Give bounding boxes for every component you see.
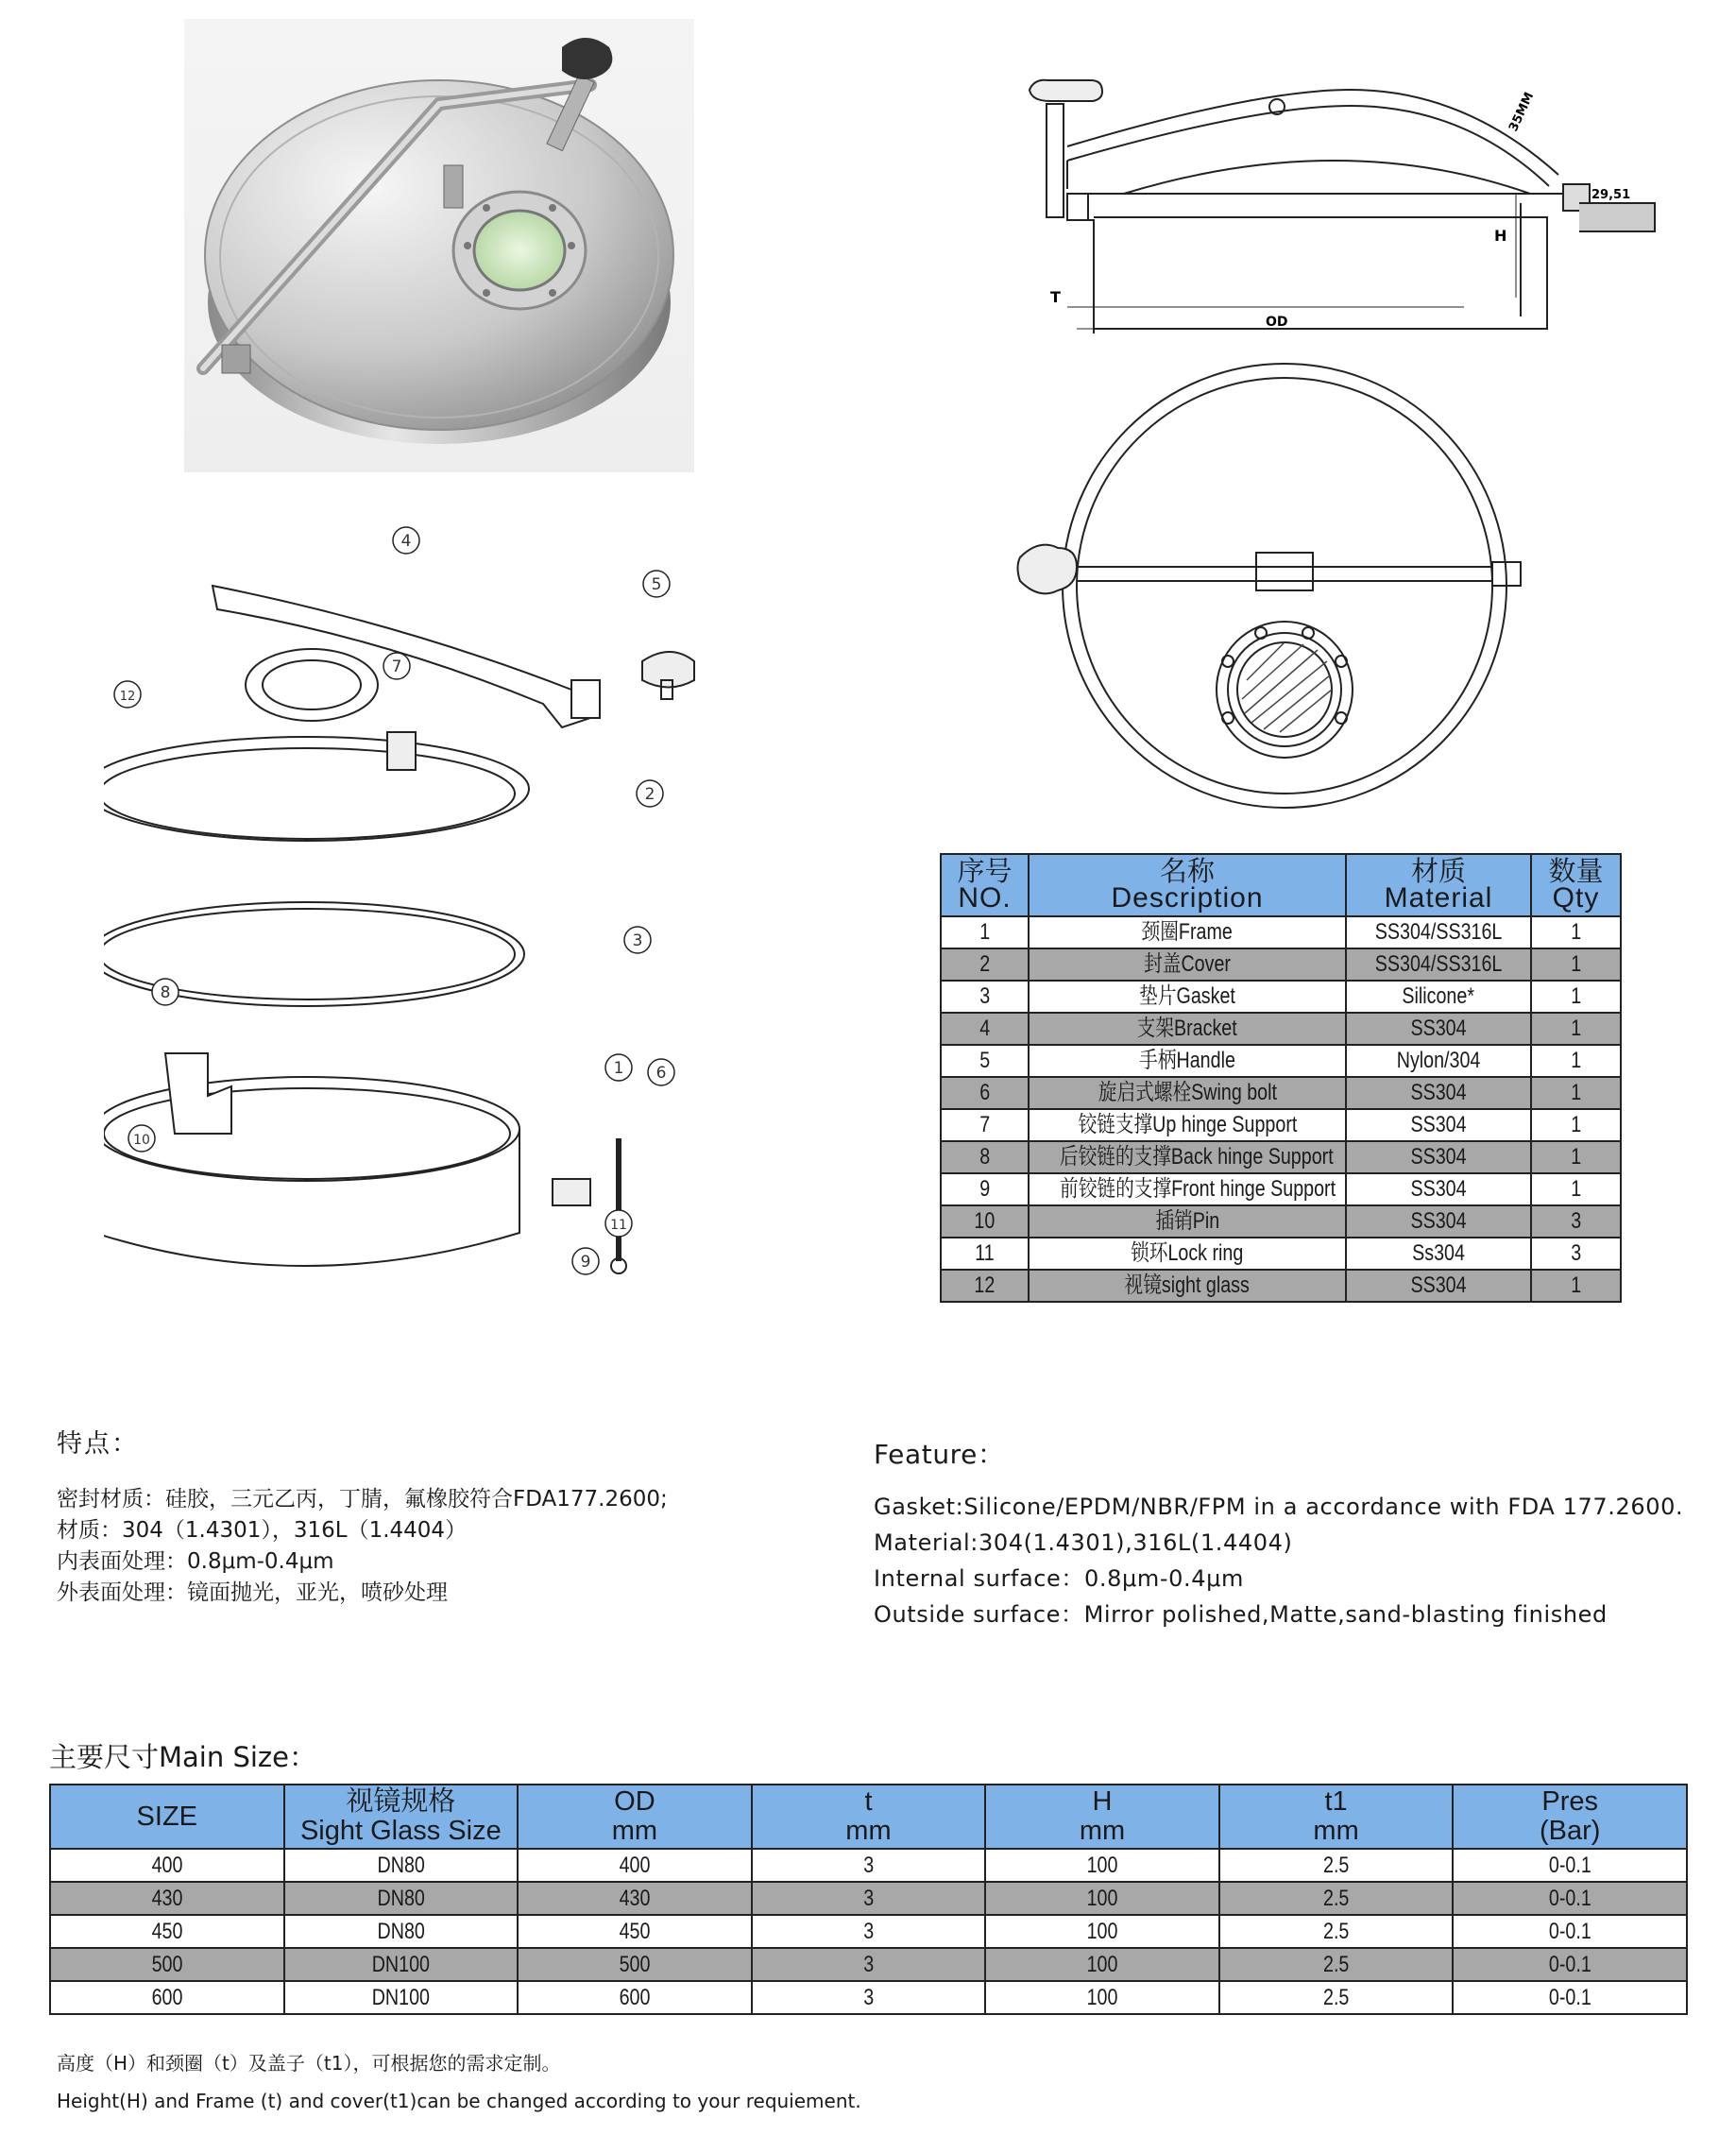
footer-note-cn: 高度（H）和颈圈（t）及盖子（t1），可根据您的需求定制。	[57, 2052, 561, 2075]
header-t1: t1 mm	[1219, 1785, 1454, 1849]
header-size: SIZE	[50, 1785, 284, 1849]
table-row: 600 DN100 600 3 100 2.5 0-0.1	[50, 1981, 1687, 2014]
main-size-table	[49, 1784, 1688, 2015]
features-cn	[57, 1428, 668, 1609]
features-en-title: Feature：	[874, 1439, 1005, 1470]
features-cn-line: 密封材质：硅胶，三元乙丙，丁腈，氟橡胶符合FDA177.2600;	[57, 1487, 668, 1512]
footer-note-en: Height(H) and Frame (t) and cover(t1)can be changed according to your requiement.	[57, 2090, 861, 2112]
header-od: OD mm	[518, 1785, 752, 1849]
callout-2: 2	[644, 785, 655, 804]
dim-2951-label: 29,51	[1591, 188, 1631, 202]
parts-table-header	[941, 854, 1621, 916]
callout-7: 7	[391, 658, 402, 676]
features-cn-line: 材质：304（1.4301），316L（1.4404）	[57, 1518, 468, 1543]
header-t: t mm	[752, 1785, 986, 1849]
table-row: 430 DN80 430 3 100 2.5 0-0.1	[50, 1882, 1687, 1915]
table-row: 9 前铰链的支撑Front hinge Support SS304 1	[941, 1173, 1621, 1205]
features-en-line: Internal surface：0.8μm-0.4μm	[874, 1565, 1244, 1592]
features-en-line: Gasket:Silicone/EPDM/NBR/FPM in a accordance with FDA 177.2600.	[874, 1494, 1684, 1520]
table-row: 500 DN100 500 3 100 2.5 0-0.1	[50, 1948, 1687, 1981]
callout-6: 6	[655, 1064, 667, 1083]
callout-1: 1	[613, 1059, 624, 1078]
table-row: 12 视镜sight glass SS304 1	[941, 1270, 1621, 1302]
header-sight-glass: 视镜规格 Sight Glass Size	[284, 1785, 519, 1849]
callout-12: 12	[119, 690, 136, 704]
top-view-drawing	[1001, 340, 1568, 831]
table-row: 2 封盖Cover SS304/SS316L 1	[941, 948, 1621, 981]
table-row: 3 垫片Gasket Silicone* 1	[941, 981, 1621, 1013]
table-row: 11 锁环Lock ring Ss304 3	[941, 1238, 1621, 1270]
callout-5: 5	[651, 575, 662, 594]
features-cn-line: 内表面处理：0.8μm-0.4μm	[57, 1549, 334, 1574]
table-row: 450 DN80 450 3 100 2.5 0-0.1	[50, 1915, 1687, 1948]
features-cn-title: 特点：	[57, 1429, 139, 1459]
dim-od-label: OD	[1266, 315, 1288, 330]
dim-h-label: H	[1494, 227, 1507, 245]
table-row: 8 后铰链的支撑Back hinge Support SS304 1	[941, 1141, 1621, 1173]
product-photo	[184, 19, 694, 472]
table-row: 10 插销Pin SS304 3	[941, 1205, 1621, 1238]
callout-9: 9	[580, 1253, 591, 1272]
side-section-drawing	[1011, 52, 1672, 335]
features-en-line: Material:304(1.4301),316L(1.4404)	[874, 1529, 1293, 1556]
header-no: 序号 NO.	[941, 854, 1029, 916]
features-en	[874, 1434, 1683, 1632]
main-size-title: 主要尺寸Main Size：	[49, 1741, 316, 1773]
dim-35mm-label: 35MM	[1506, 90, 1538, 134]
callout-10: 10	[133, 1133, 150, 1148]
table-row: 4 支架Bracket SS304 1	[941, 1013, 1621, 1045]
header-h: H mm	[985, 1785, 1219, 1849]
header-qty: 数量 Qty	[1531, 854, 1621, 916]
table-row: 7 铰链支撑Up hinge Support SS304 1	[941, 1109, 1621, 1141]
callout-3: 3	[632, 931, 643, 950]
parts-table	[940, 853, 1622, 1303]
exploded-view-drawing	[104, 520, 708, 1304]
table-row: 6 旋启式螺栓Swing bolt SS304 1	[941, 1077, 1621, 1109]
dim-t-label: T	[1050, 288, 1061, 306]
table-row: 1 颈圈Frame SS304/SS316L 1	[941, 916, 1621, 948]
table-row: 400 DN80 400 3 100 2.5 0-0.1	[50, 1849, 1687, 1882]
header-description: 名称 Description	[1029, 854, 1346, 916]
callout-11: 11	[610, 1218, 627, 1233]
table-row: 5 手柄Handle Nylon/304 1	[941, 1045, 1621, 1077]
header-material: 材质 Material	[1346, 854, 1531, 916]
size-table-header	[50, 1785, 1687, 1849]
callout-8: 8	[160, 983, 171, 1002]
header-pres: Pres (Bar)	[1453, 1785, 1687, 1849]
callout-4: 4	[400, 532, 412, 551]
features-en-line: Outside surface：Mirror polished,Matte,sand-blasting finished	[874, 1601, 1608, 1628]
features-cn-line: 外表面处理：镜面抛光，亚光，喷砂处理	[57, 1580, 448, 1605]
